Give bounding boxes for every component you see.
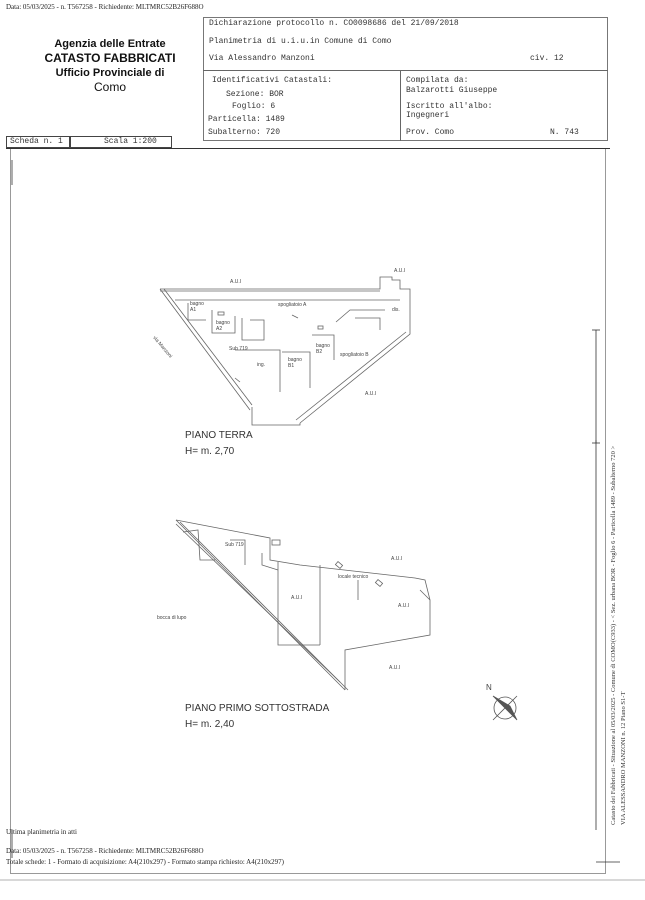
identificativi-title: Identificativi Catastali: bbox=[212, 76, 333, 85]
piano-terra-height: H= m. 2,70 bbox=[185, 446, 235, 457]
footer-ultima: Ultima planimetria in atti bbox=[6, 828, 77, 836]
terra-label-aui-top: A.U.I bbox=[230, 279, 242, 285]
terra-label-dis: dis. bbox=[392, 307, 400, 313]
particella-value: Particella: 1489 bbox=[208, 115, 285, 124]
sotto-stair-mark bbox=[272, 540, 280, 545]
terra-label-bagno-a1: bagno A1 bbox=[190, 301, 204, 313]
office-city: Como bbox=[93, 80, 126, 94]
terra-label-bagno-a2: bagno A2 bbox=[216, 320, 230, 332]
terra-label-sub: Sub 719 bbox=[229, 346, 248, 352]
sotto-label-sub: Sub 719 bbox=[225, 542, 244, 548]
piano-sottostrada-title: PIANO PRIMO SOTTOSTRADA bbox=[185, 703, 330, 714]
compilata-name: Balzarotti Giuseppe bbox=[406, 86, 498, 95]
terra-fixture-1 bbox=[218, 312, 224, 315]
sotto-column-1 bbox=[335, 562, 342, 569]
piano-sottostrada-height: H= m. 2,40 bbox=[185, 719, 235, 730]
planimetria-text: Planimetria di u.i.u.in Comune di Como bbox=[209, 37, 392, 46]
sotto-wall-aui-left bbox=[278, 562, 320, 645]
terra-fixture-2 bbox=[318, 326, 323, 329]
terra-top-wall bbox=[160, 277, 410, 300]
terra-wall-right bbox=[355, 318, 380, 330]
sotto-wall-sub bbox=[183, 530, 215, 560]
terra-label-bagno-b2: bagno B2 bbox=[316, 343, 330, 355]
address-text: Via Alessandro Manzoni bbox=[209, 54, 315, 63]
sotto-label-aui-right: A.U.I bbox=[398, 603, 410, 609]
foglio-value: Foglio: 6 bbox=[232, 102, 276, 111]
sotto-label-aui-top: A.U.I bbox=[391, 556, 403, 562]
agency-name: Agenzia delle Entrate bbox=[54, 38, 166, 50]
terra-wall-plumbing bbox=[242, 318, 264, 340]
scheda-label: Scheda n. 1 bbox=[10, 137, 63, 146]
terra-right-diagonal bbox=[300, 300, 410, 423]
terra-wall-spog-b bbox=[336, 310, 385, 322]
sotto-diagonal-2 bbox=[176, 524, 340, 682]
north-arrow-label: N bbox=[486, 683, 492, 692]
sotto-left-diagonal-inner bbox=[180, 522, 348, 690]
civic-number: civ. 12 bbox=[530, 54, 564, 63]
sotto-label-bocca: bocca di lupo bbox=[157, 615, 187, 621]
ufficio-label: Ufficio Provinciale di bbox=[55, 67, 165, 79]
side-vertical-text-2: VIA ALESSANDRO MANZONI n. 12 Piano S1-T bbox=[620, 691, 627, 825]
sotto-label-aui-bottom: A.U.I bbox=[389, 665, 401, 671]
sotto-column-2 bbox=[375, 580, 382, 587]
terra-right-diagonal-inner bbox=[296, 332, 406, 420]
scala-label: Scala 1:200 bbox=[104, 137, 157, 146]
terra-label-ing: ing. bbox=[257, 362, 266, 368]
terra-label-spogliatoio-b: spogliatoio B bbox=[340, 352, 369, 358]
terra-label-aui-top2: A.U.I bbox=[394, 268, 406, 274]
footer-data-line: Data: 05/03/2025 - n. T567258 - Richiedente: MLTMRC52B26F688O bbox=[6, 847, 204, 855]
albo-value: Ingegneri bbox=[406, 111, 450, 120]
iscritto-label: Iscritto all'albo: bbox=[406, 102, 493, 111]
footer-totale-line: Totale schede: 1 - Formato di acquisizione: A4(210x297) - Formato stampa richiesto: A4(210x297) bbox=[6, 858, 284, 866]
terra-wall-ing bbox=[235, 350, 280, 392]
piano-terra-plan bbox=[160, 277, 410, 425]
dichiarazione-text: Dichiarazione protocollo n. CO0098686 del 21/09/2018 bbox=[209, 19, 459, 28]
terra-label-spogliatoio-a: spogliatoio A bbox=[278, 302, 307, 308]
terra-door-mark bbox=[235, 378, 240, 382]
top-metadata-line: Data: 05/03/2025 - n. T567258 - Richiedente: MLTMRC52B26F688O bbox=[6, 3, 204, 11]
albo-number: N. 743 bbox=[550, 128, 579, 137]
terra-label-via: via Manzoni bbox=[151, 335, 174, 360]
compilata-title: Compilata da: bbox=[406, 76, 469, 85]
sotto-label-aui-left: A.U.I bbox=[291, 595, 303, 601]
province-value: Prov. Como bbox=[406, 128, 455, 137]
piano-terra-title: PIANO TERRA bbox=[185, 430, 253, 441]
sotto-label-locale: locale tecnico bbox=[338, 574, 369, 580]
terra-label-aui-right: A.U.I bbox=[365, 391, 377, 397]
terra-door-mark-2 bbox=[292, 315, 298, 318]
terra-label-bagno-b1: bagno B1 bbox=[288, 357, 302, 369]
sezione-value: Sezione: BOR bbox=[226, 90, 284, 99]
side-vertical-text-1: Catasto dei Fabbricati - Situazione al 05/03/2025 - Comune di COMO(C933) - < Sez. urbana BOR - Foglio 6 - Particella 1489 - Subalterno 720 > bbox=[610, 445, 617, 825]
catasto-title: CATASTO FABBRICATI bbox=[44, 51, 176, 65]
terra-bottom-stub bbox=[252, 407, 300, 425]
subalterno-value: Subalterno: 720 bbox=[208, 128, 281, 137]
side-ticks bbox=[0, 160, 645, 880]
north-arrow bbox=[493, 696, 517, 720]
